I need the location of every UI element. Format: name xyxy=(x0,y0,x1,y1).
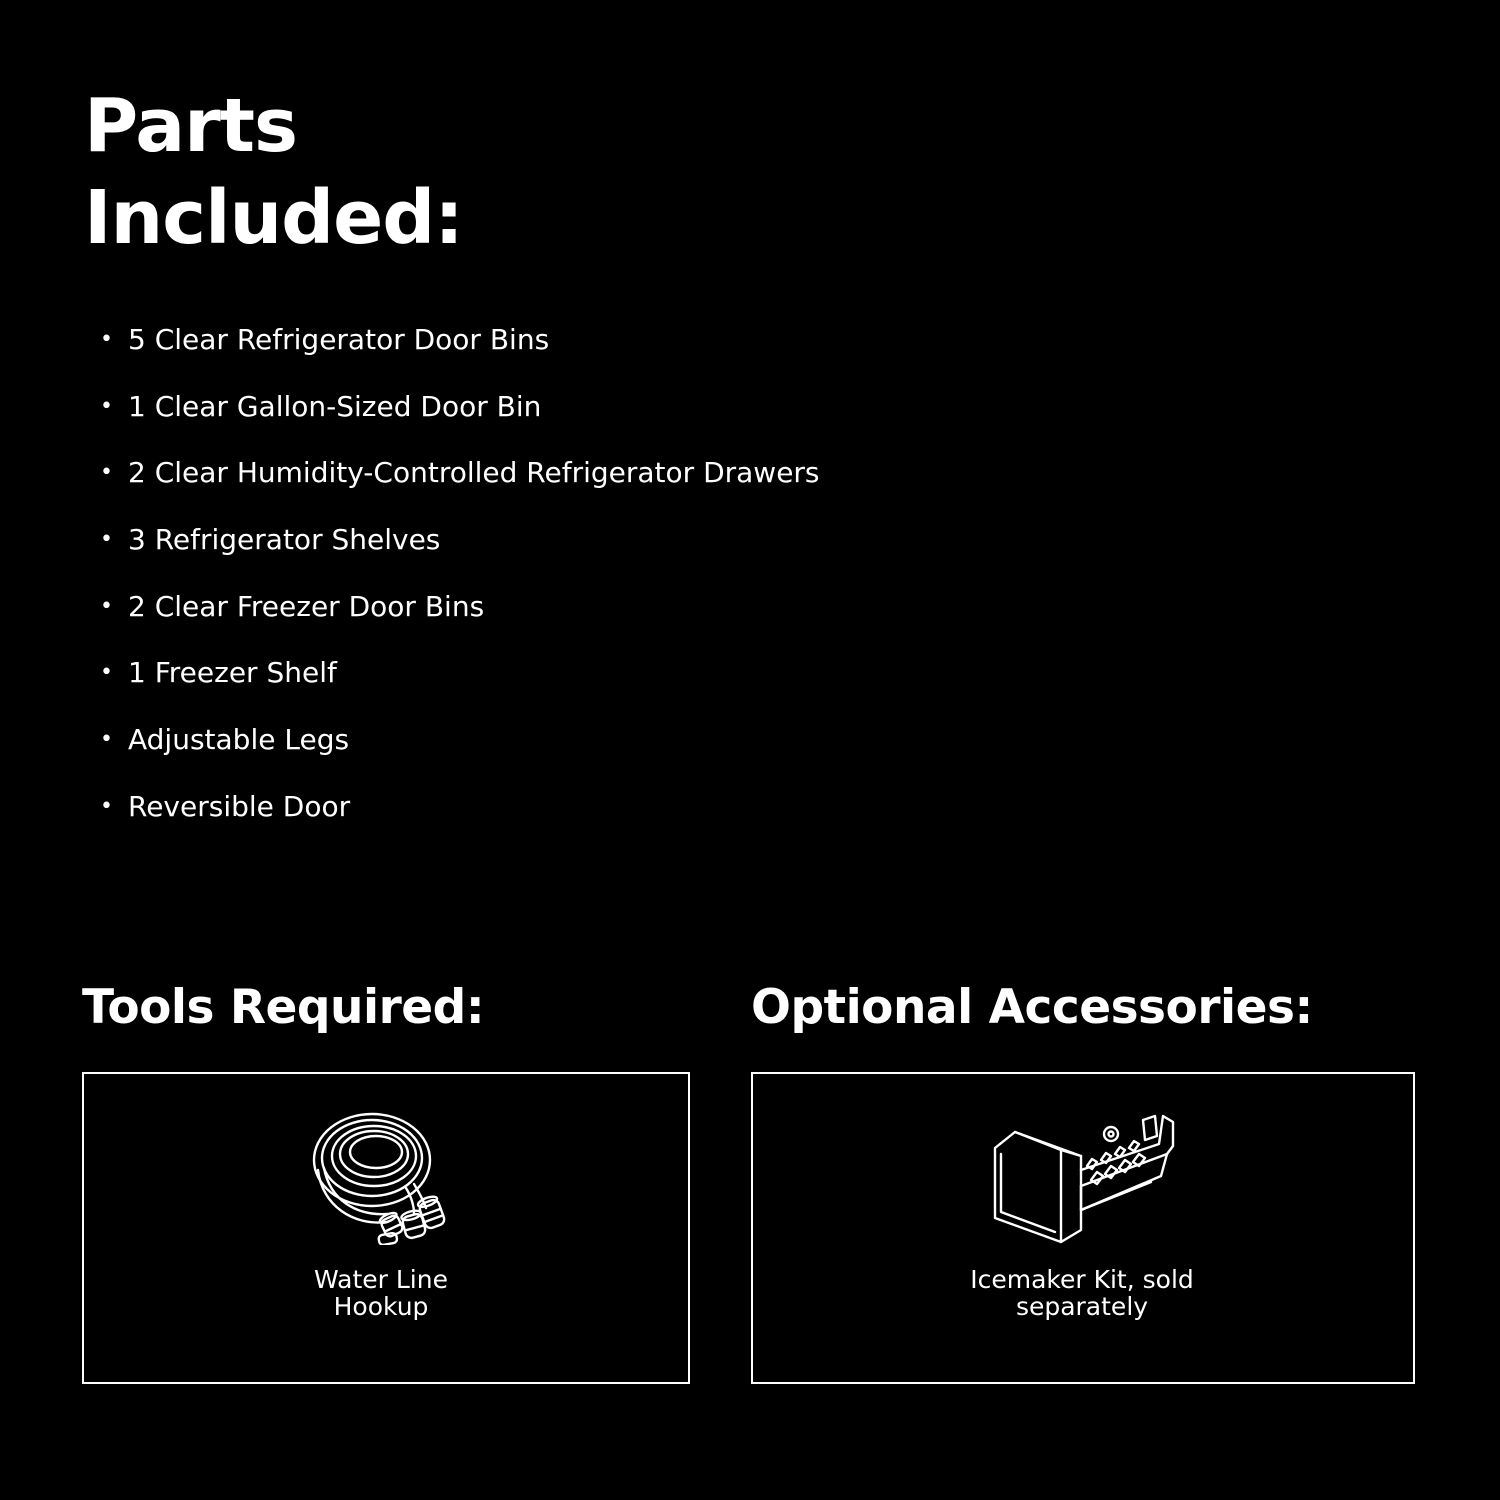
accessories-heading: Optional Accessories: xyxy=(751,980,1313,1035)
bullet-icon: • xyxy=(100,793,113,819)
bullet-icon: • xyxy=(100,326,113,352)
list-item-label: Adjustable Legs xyxy=(128,722,350,756)
list-item-label: 2 Clear Humidity-Controlled Refrigerator Drawers xyxy=(128,456,820,490)
water-hose-icon xyxy=(310,1110,450,1250)
tools-card xyxy=(82,1072,690,1384)
list-item xyxy=(100,373,820,440)
list-item xyxy=(100,573,820,640)
tools-item-label-line-2: Hookup xyxy=(333,1292,429,1321)
list-item xyxy=(100,773,820,840)
list-item-label: 2 Clear Freezer Door Bins xyxy=(128,589,485,623)
accessories-card xyxy=(751,1072,1415,1384)
bullet-icon: • xyxy=(100,526,113,552)
tools-item-label xyxy=(74,1266,688,1320)
list-item-label: 3 Refrigerator Shelves xyxy=(128,522,441,556)
list-item xyxy=(100,306,820,373)
list-item xyxy=(100,439,820,506)
list-item xyxy=(100,706,820,773)
list-item xyxy=(100,639,820,706)
icemaker-icon xyxy=(991,1110,1175,1255)
parts-list xyxy=(100,306,820,840)
page-title-line-1: Parts xyxy=(84,83,298,169)
tools-item-label-line-1: Water Line xyxy=(314,1265,448,1294)
bullet-icon: • xyxy=(100,393,113,419)
list-item xyxy=(100,506,820,573)
accessories-item-label-line-2: separately xyxy=(1015,1292,1149,1321)
page-title xyxy=(84,80,463,264)
accessories-item-label xyxy=(751,1266,1413,1320)
bullet-icon: • xyxy=(100,726,113,752)
page-title-line-2: Included: xyxy=(84,175,463,261)
accessories-item-label-line-1: Icemaker Kit, sold xyxy=(970,1265,1194,1294)
list-item-label: 5 Clear Refrigerator Door Bins xyxy=(128,322,550,356)
tools-heading: Tools Required: xyxy=(82,980,485,1035)
list-item-label: 1 Freezer Shelf xyxy=(128,656,337,690)
list-item-label: 1 Clear Gallon-Sized Door Bin xyxy=(128,389,542,423)
bullet-icon: • xyxy=(100,460,113,486)
bullet-icon: • xyxy=(100,593,113,619)
list-item-label: Reversible Door xyxy=(128,789,351,823)
bullet-icon: • xyxy=(100,660,113,686)
